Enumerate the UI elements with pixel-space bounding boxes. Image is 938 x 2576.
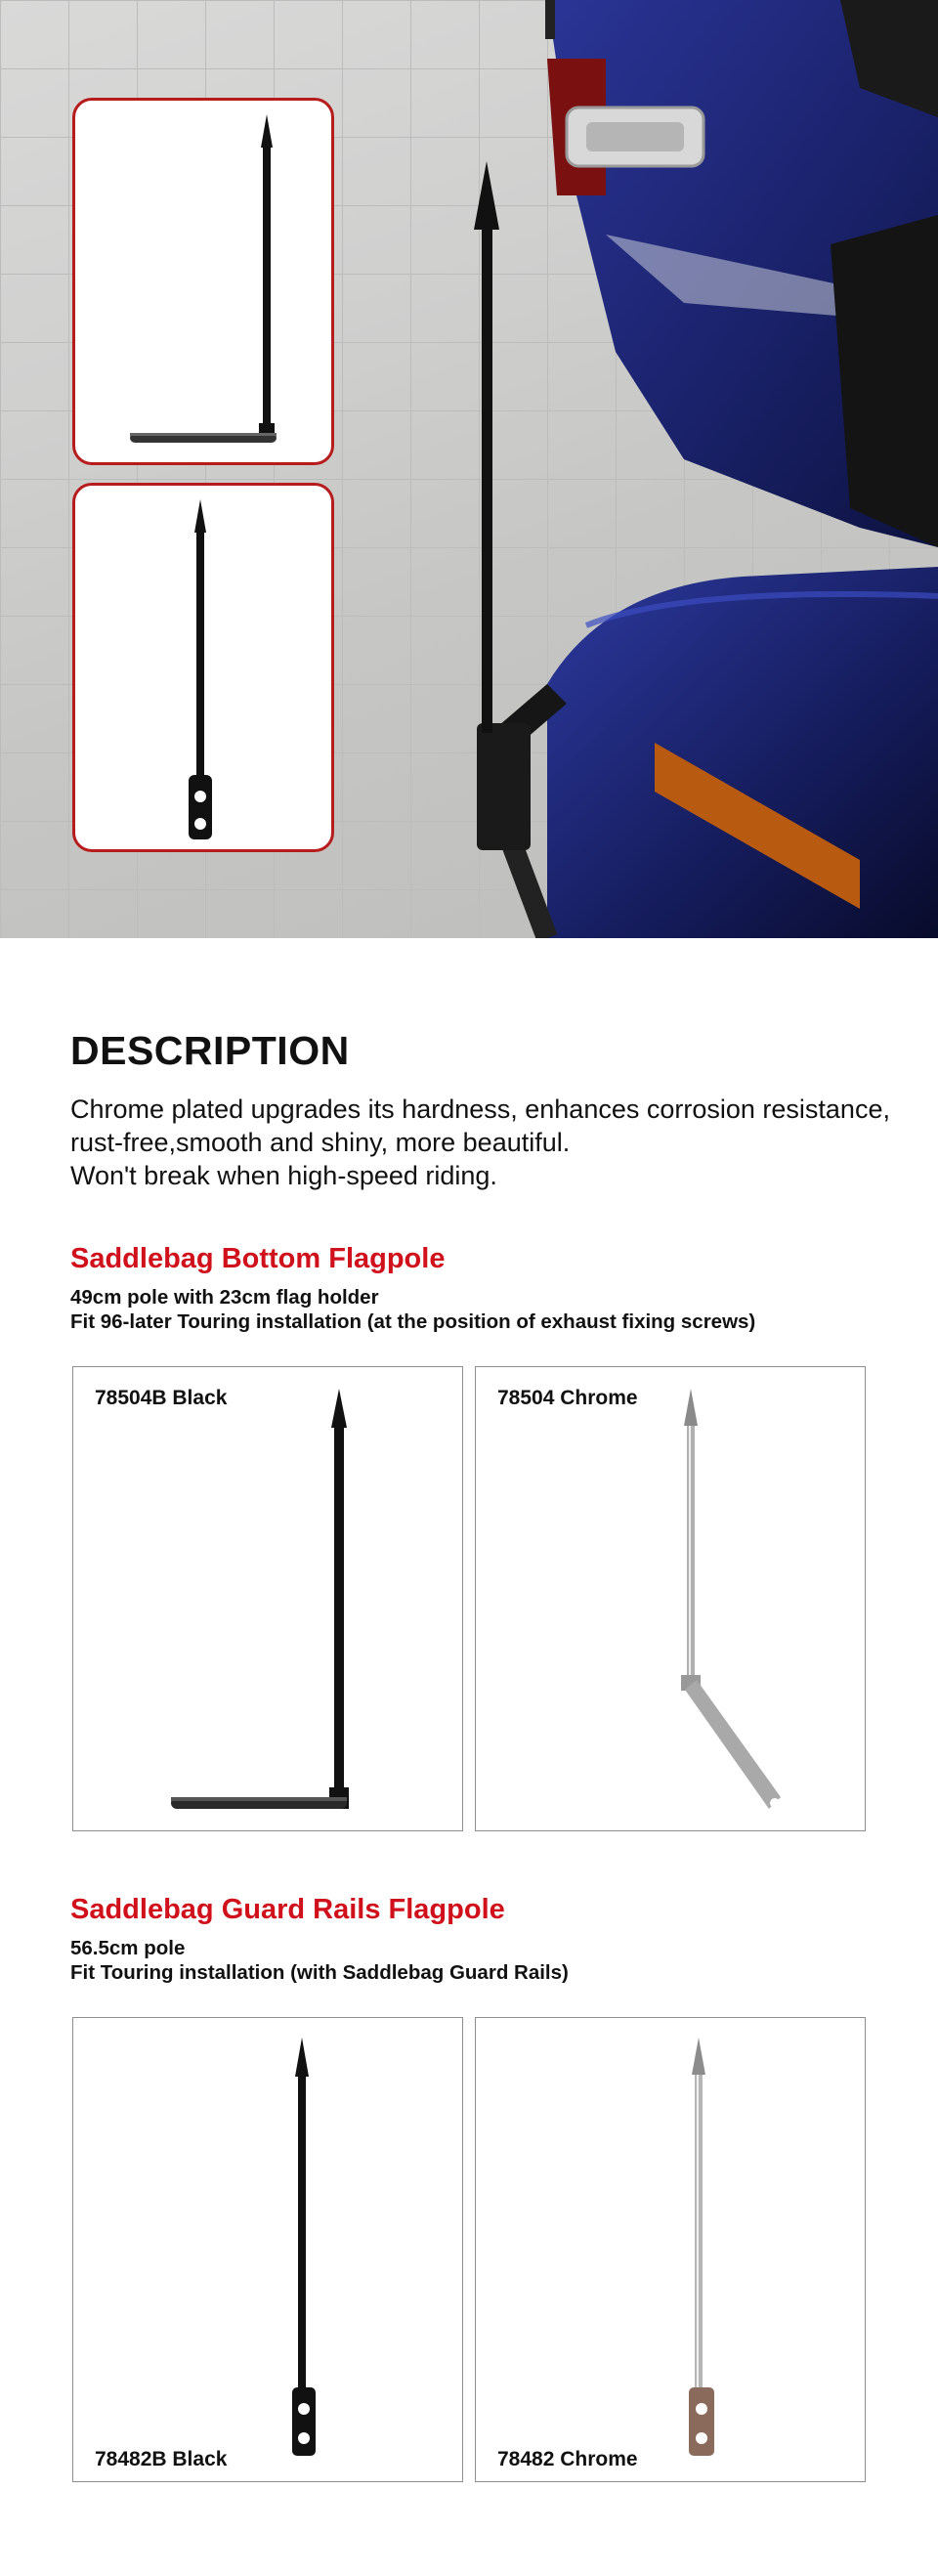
chrome-flagpole-clamp-icon (476, 2018, 866, 2482)
section-spec-line: 56.5cm pole (70, 1937, 186, 1959)
section-title-guard-rails-flagpole: Saddlebag Guard Rails Flagpole (70, 1894, 505, 1925)
product-label: 78504B Black (95, 1387, 228, 1409)
description-line: Won't break when high-speed riding. (70, 1161, 497, 1190)
section-spec-line: 49cm pole with 23cm flag holder (70, 1286, 379, 1309)
product-card-78504b[interactable] (72, 1366, 463, 1831)
description-line: rust-free,smooth and shiny, more beautiful. (70, 1128, 571, 1157)
black-flagpole-l-icon (73, 1367, 463, 1831)
section-spec-line: Fit Touring installation (with Saddlebag Guard Rails) (70, 1961, 569, 1984)
product-label: 78482 Chrome (497, 2448, 638, 2470)
description-text (70, 1093, 891, 1192)
product-card-78482b[interactable] (72, 2017, 463, 2482)
section-title-bottom-flagpole: Saddlebag Bottom Flagpole (70, 1243, 446, 1274)
product-card-78482[interactable] (475, 2017, 866, 2482)
section-spec-line: Fit 96-later Touring installation (at the position of exhaust fixing screws) (70, 1310, 756, 1333)
inset-guard-rail-flagpole-photo (72, 483, 334, 852)
product-card-78504[interactable] (475, 1366, 866, 1831)
hero-photo (0, 0, 938, 938)
product-label: 78504 Chrome (497, 1387, 638, 1409)
description-line: Chrome plated upgrades its hardness, enhances corrosion resistance, (70, 1095, 890, 1124)
inset-bottom-flagpole-photo (72, 98, 334, 465)
flagpole-clamp-icon (75, 486, 334, 852)
chrome-flagpole-bent-icon (476, 1367, 866, 1831)
flagpole-l-bracket-icon (75, 101, 334, 465)
black-flagpole-clamp-icon (73, 2018, 463, 2482)
product-label: 78482B Black (95, 2448, 228, 2470)
description-heading: DESCRIPTION (70, 1028, 350, 1073)
